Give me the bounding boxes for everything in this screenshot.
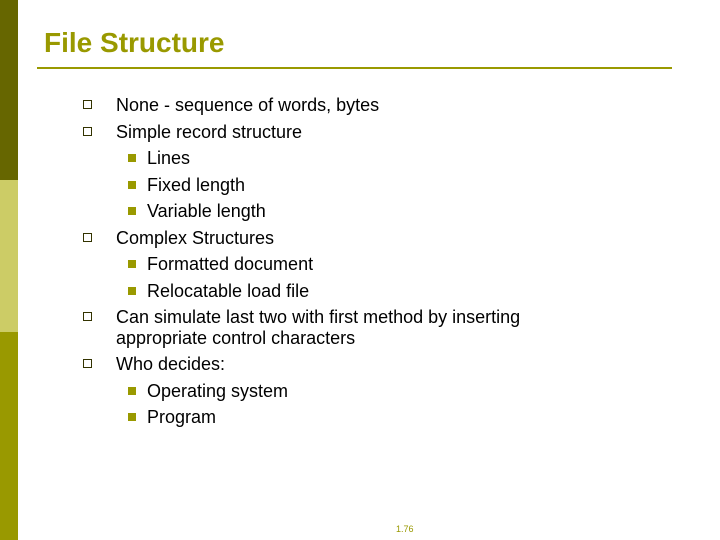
bullet-item — [0, 225, 720, 252]
filled-square-bullet-icon — [128, 154, 136, 162]
sub-bullet-item — [0, 145, 720, 172]
hollow-square-bullet-icon — [83, 312, 92, 321]
sub-bullet-text: Relocatable load file — [147, 280, 310, 301]
bullet-text: Can simulate last two with first method by inserting appropriate control characters — [116, 307, 521, 348]
sub-bullet-item — [0, 198, 720, 225]
filled-square-bullet-icon — [128, 207, 136, 215]
hollow-square-bullet-icon — [83, 233, 92, 242]
sub-bullet-text: Lines — [147, 148, 191, 168]
hollow-square-bullet-icon — [83, 359, 92, 368]
filled-square-bullet-icon — [128, 287, 136, 295]
bullet-item — [0, 304, 720, 351]
filled-square-bullet-icon — [128, 260, 136, 268]
bullet-text: Simple record structure — [116, 121, 303, 142]
bullet-item — [0, 92, 720, 119]
sub-bullet-text: Fixed length — [147, 174, 246, 195]
sub-bullet-item — [0, 278, 720, 305]
bullet-item — [0, 119, 720, 146]
filled-square-bullet-icon — [128, 181, 136, 189]
bullet-text: Complex Structures — [116, 227, 275, 248]
bullet-list — [0, 92, 720, 431]
sub-bullet-text: Formatted document — [147, 254, 314, 274]
sub-bullet-text: Program — [147, 407, 217, 427]
bullet-item — [0, 351, 720, 378]
bullet-text: Who decides: — [116, 354, 226, 374]
hollow-square-bullet-icon — [83, 100, 92, 109]
sub-bullet-text: Variable length — [147, 201, 266, 221]
sub-bullet-item — [0, 251, 720, 278]
title-underline — [37, 67, 672, 69]
slide-title: File Structure — [44, 27, 225, 58]
filled-square-bullet-icon — [128, 413, 136, 421]
sub-bullet-item — [0, 378, 720, 405]
bullet-text: None - sequence of words, bytes — [116, 95, 380, 115]
sub-bullet-text: Operating system — [147, 380, 289, 401]
filled-square-bullet-icon — [128, 387, 136, 395]
hollow-square-bullet-icon — [83, 127, 92, 136]
sub-bullet-item — [0, 404, 720, 431]
page-number: 1.76 — [396, 524, 414, 534]
sub-bullet-item — [0, 172, 720, 199]
